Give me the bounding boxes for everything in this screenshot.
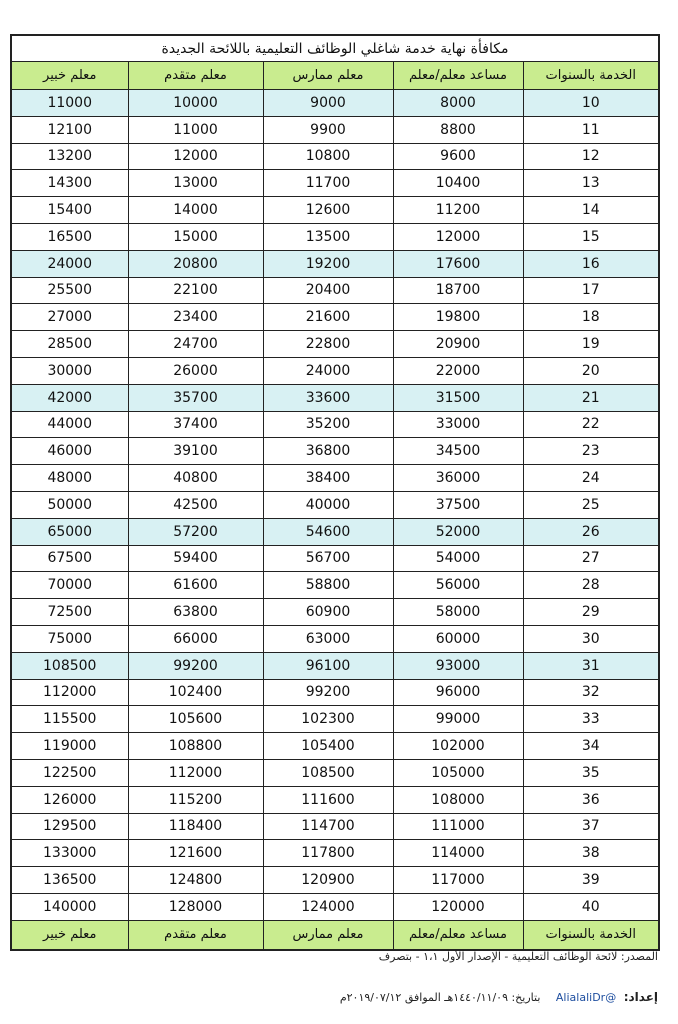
cell-practitioner-teacher: 58800 [263, 572, 393, 599]
footer-years: الخدمة بالسنوات [523, 920, 659, 950]
table-row [11, 706, 659, 733]
cell-assistant-teacher: 20900 [393, 331, 523, 358]
cell-expert-teacher: 48000 [11, 465, 128, 492]
cell-years: 20 [523, 357, 659, 384]
cell-assistant-teacher: 54000 [393, 545, 523, 572]
cell-years: 31 [523, 652, 659, 679]
header-practitioner-teacher: معلم ممارس [263, 62, 393, 90]
table-row [11, 438, 659, 465]
cell-assistant-teacher: 10400 [393, 170, 523, 197]
cell-advanced-teacher: 59400 [128, 545, 263, 572]
cell-advanced-teacher: 26000 [128, 357, 263, 384]
cell-years: 12 [523, 143, 659, 170]
cell-practitioner-teacher: 35200 [263, 411, 393, 438]
cell-expert-teacher: 28500 [11, 331, 128, 358]
cell-practitioner-teacher: 19200 [263, 250, 393, 277]
table-row [11, 759, 659, 786]
cell-years: 38 [523, 840, 659, 867]
cell-advanced-teacher: 124800 [128, 867, 263, 894]
cell-practitioner-teacher: 9900 [263, 116, 393, 143]
cell-assistant-teacher: 105000 [393, 759, 523, 786]
cell-years: 30 [523, 625, 659, 652]
cell-advanced-teacher: 35700 [128, 384, 263, 411]
cell-practitioner-teacher: 120900 [263, 867, 393, 894]
cell-assistant-teacher: 111000 [393, 813, 523, 840]
cell-expert-teacher: 14300 [11, 170, 128, 197]
table-row [11, 786, 659, 813]
cell-assistant-teacher: 11200 [393, 197, 523, 224]
table-row [11, 491, 659, 518]
cell-years: 25 [523, 491, 659, 518]
cell-years: 22 [523, 411, 659, 438]
table-title: مكافأة نهاية خدمة شاغلي الوظائف التعليمية باللائحة الجديدة [11, 35, 659, 62]
cell-expert-teacher: 50000 [11, 491, 128, 518]
cell-years: 11 [523, 116, 659, 143]
cell-years: 21 [523, 384, 659, 411]
cell-assistant-teacher: 102000 [393, 733, 523, 760]
cell-practitioner-teacher: 54600 [263, 518, 393, 545]
cell-assistant-teacher: 120000 [393, 893, 523, 920]
cell-advanced-teacher: 24700 [128, 331, 263, 358]
cell-practitioner-teacher: 108500 [263, 759, 393, 786]
cell-practitioner-teacher: 38400 [263, 465, 393, 492]
table-row [11, 304, 659, 331]
cell-assistant-teacher: 99000 [393, 706, 523, 733]
cell-assistant-teacher: 12000 [393, 223, 523, 250]
cell-advanced-teacher: 57200 [128, 518, 263, 545]
table-row [11, 840, 659, 867]
cell-years: 16 [523, 250, 659, 277]
cell-practitioner-teacher: 13500 [263, 223, 393, 250]
table-row [11, 143, 659, 170]
cell-advanced-teacher: 14000 [128, 197, 263, 224]
cell-expert-teacher: 75000 [11, 625, 128, 652]
cell-years: 34 [523, 733, 659, 760]
cell-assistant-teacher: 52000 [393, 518, 523, 545]
table-row [11, 465, 659, 492]
cell-expert-teacher: 70000 [11, 572, 128, 599]
cell-expert-teacher: 27000 [11, 304, 128, 331]
cell-advanced-teacher: 12000 [128, 143, 263, 170]
cell-years: 14 [523, 197, 659, 224]
footer-advanced-teacher: معلم متقدم [128, 920, 263, 950]
cell-years: 10 [523, 90, 659, 117]
cell-assistant-teacher: 117000 [393, 867, 523, 894]
cell-expert-teacher: 65000 [11, 518, 128, 545]
table-row [11, 545, 659, 572]
table-title-row [11, 35, 659, 62]
cell-expert-teacher: 108500 [11, 652, 128, 679]
table-row [11, 572, 659, 599]
cell-advanced-teacher: 115200 [128, 786, 263, 813]
cell-assistant-teacher: 19800 [393, 304, 523, 331]
table-row [11, 813, 659, 840]
cell-assistant-teacher: 34500 [393, 438, 523, 465]
cell-expert-teacher: 129500 [11, 813, 128, 840]
cell-assistant-teacher: 18700 [393, 277, 523, 304]
cell-advanced-teacher: 63800 [128, 599, 263, 626]
cell-practitioner-teacher: 111600 [263, 786, 393, 813]
cell-expert-teacher: 24000 [11, 250, 128, 277]
cell-expert-teacher: 67500 [11, 545, 128, 572]
cell-years: 28 [523, 572, 659, 599]
prepared-by [340, 990, 658, 1004]
cell-practitioner-teacher: 9000 [263, 90, 393, 117]
cell-expert-teacher: 133000 [11, 840, 128, 867]
header-years: الخدمة بالسنوات [523, 62, 659, 90]
header-expert-teacher: معلم خبير [11, 62, 128, 90]
cell-assistant-teacher: 114000 [393, 840, 523, 867]
cell-practitioner-teacher: 10800 [263, 143, 393, 170]
cell-advanced-teacher: 66000 [128, 625, 263, 652]
cell-years: 27 [523, 545, 659, 572]
cell-practitioner-teacher: 96100 [263, 652, 393, 679]
cell-assistant-teacher: 36000 [393, 465, 523, 492]
cell-years: 19 [523, 331, 659, 358]
cell-expert-teacher: 15400 [11, 197, 128, 224]
cell-expert-teacher: 12100 [11, 116, 128, 143]
cell-years: 37 [523, 813, 659, 840]
cell-years: 15 [523, 223, 659, 250]
cell-advanced-teacher: 11000 [128, 116, 263, 143]
cell-assistant-teacher: 33000 [393, 411, 523, 438]
reward-table-sheet [12, 34, 660, 951]
cell-advanced-teacher: 23400 [128, 304, 263, 331]
cell-practitioner-teacher: 24000 [263, 357, 393, 384]
table-row [11, 331, 659, 358]
cell-assistant-teacher: 31500 [393, 384, 523, 411]
cell-expert-teacher: 122500 [11, 759, 128, 786]
table-row [11, 250, 659, 277]
cell-practitioner-teacher: 102300 [263, 706, 393, 733]
cell-expert-teacher: 16500 [11, 223, 128, 250]
cell-practitioner-teacher: 105400 [263, 733, 393, 760]
table-row [11, 679, 659, 706]
footer-expert-teacher: معلم خبير [11, 920, 128, 950]
cell-practitioner-teacher: 20400 [263, 277, 393, 304]
table-row [11, 223, 659, 250]
cell-years: 23 [523, 438, 659, 465]
table-row [11, 197, 659, 224]
cell-assistant-teacher: 22000 [393, 357, 523, 384]
header-row [11, 62, 659, 90]
table-row [11, 90, 659, 117]
cell-practitioner-teacher: 36800 [263, 438, 393, 465]
header-advanced-teacher: معلم متقدم [128, 62, 263, 90]
footer-practitioner-teacher: معلم ممارس [263, 920, 393, 950]
cell-expert-teacher: 11000 [11, 90, 128, 117]
cell-advanced-teacher: 61600 [128, 572, 263, 599]
cell-practitioner-teacher: 56700 [263, 545, 393, 572]
cell-practitioner-teacher: 63000 [263, 625, 393, 652]
cell-expert-teacher: 72500 [11, 599, 128, 626]
author-handle: @AlialaliDr [555, 991, 617, 1004]
table-row [11, 893, 659, 920]
cell-expert-teacher: 136500 [11, 867, 128, 894]
table-row [11, 277, 659, 304]
table-row [11, 170, 659, 197]
cell-years: 35 [523, 759, 659, 786]
cell-practitioner-teacher: 33600 [263, 384, 393, 411]
table-row [11, 116, 659, 143]
cell-years: 26 [523, 518, 659, 545]
cell-advanced-teacher: 15000 [128, 223, 263, 250]
cell-years: 40 [523, 893, 659, 920]
cell-years: 29 [523, 599, 659, 626]
cell-years: 33 [523, 706, 659, 733]
cell-advanced-teacher: 22100 [128, 277, 263, 304]
cell-assistant-teacher: 93000 [393, 652, 523, 679]
cell-expert-teacher: 42000 [11, 384, 128, 411]
cell-expert-teacher: 30000 [11, 357, 128, 384]
cell-years: 39 [523, 867, 659, 894]
cell-assistant-teacher: 9600 [393, 143, 523, 170]
footer-assistant-teacher: مساعد معلم/معلم [393, 920, 523, 950]
cell-assistant-teacher: 17600 [393, 250, 523, 277]
cell-years: 32 [523, 679, 659, 706]
cell-expert-teacher: 25500 [11, 277, 128, 304]
reward-table [10, 34, 660, 951]
cell-expert-teacher: 13200 [11, 143, 128, 170]
prepared-label: إعداد: [623, 990, 658, 1004]
cell-practitioner-teacher: 22800 [263, 331, 393, 358]
cell-years: 13 [523, 170, 659, 197]
table-row [11, 733, 659, 760]
cell-practitioner-teacher: 117800 [263, 840, 393, 867]
cell-advanced-teacher: 40800 [128, 465, 263, 492]
cell-practitioner-teacher: 12600 [263, 197, 393, 224]
cell-practitioner-teacher: 99200 [263, 679, 393, 706]
cell-advanced-teacher: 121600 [128, 840, 263, 867]
cell-years: 24 [523, 465, 659, 492]
cell-advanced-teacher: 108800 [128, 733, 263, 760]
cell-practitioner-teacher: 40000 [263, 491, 393, 518]
cell-assistant-teacher: 58000 [393, 599, 523, 626]
cell-expert-teacher: 119000 [11, 733, 128, 760]
footer-header-row [11, 920, 659, 950]
cell-years: 18 [523, 304, 659, 331]
cell-expert-teacher: 115500 [11, 706, 128, 733]
table-row [11, 411, 659, 438]
cell-advanced-teacher: 105600 [128, 706, 263, 733]
cell-advanced-teacher: 99200 [128, 652, 263, 679]
cell-advanced-teacher: 10000 [128, 90, 263, 117]
table-row [11, 357, 659, 384]
cell-expert-teacher: 46000 [11, 438, 128, 465]
cell-advanced-teacher: 118400 [128, 813, 263, 840]
cell-assistant-teacher: 60000 [393, 625, 523, 652]
table-row [11, 599, 659, 626]
cell-expert-teacher: 126000 [11, 786, 128, 813]
cell-advanced-teacher: 128000 [128, 893, 263, 920]
cell-practitioner-teacher: 11700 [263, 170, 393, 197]
cell-expert-teacher: 112000 [11, 679, 128, 706]
cell-practitioner-teacher: 21600 [263, 304, 393, 331]
cell-expert-teacher: 140000 [11, 893, 128, 920]
header-assistant-teacher: مساعد معلم/معلم [393, 62, 523, 90]
cell-years: 17 [523, 277, 659, 304]
cell-assistant-teacher: 56000 [393, 572, 523, 599]
prepared-date: بتاريخ: ١٤٤٠/١١/٠٩هـ الموافق ٢٠١٩/٠٧/١٢م [339, 991, 541, 1004]
cell-expert-teacher: 44000 [11, 411, 128, 438]
table-row [11, 625, 659, 652]
cell-practitioner-teacher: 124000 [263, 893, 393, 920]
table-row [11, 384, 659, 411]
cell-assistant-teacher: 8800 [393, 116, 523, 143]
cell-advanced-teacher: 20800 [128, 250, 263, 277]
cell-advanced-teacher: 37400 [128, 411, 263, 438]
cell-advanced-teacher: 13000 [128, 170, 263, 197]
cell-practitioner-teacher: 60900 [263, 599, 393, 626]
cell-years: 36 [523, 786, 659, 813]
cell-assistant-teacher: 8000 [393, 90, 523, 117]
cell-assistant-teacher: 96000 [393, 679, 523, 706]
table-row [11, 652, 659, 679]
source-note: المصدر: لائحة الوظائف التعليمية - الإصدار الأول ١،١ - بتصرف [378, 950, 658, 963]
cell-advanced-teacher: 42500 [128, 491, 263, 518]
cell-advanced-teacher: 39100 [128, 438, 263, 465]
table-row [11, 518, 659, 545]
cell-advanced-teacher: 102400 [128, 679, 263, 706]
table-row [11, 867, 659, 894]
cell-assistant-teacher: 37500 [393, 491, 523, 518]
cell-assistant-teacher: 108000 [393, 786, 523, 813]
cell-advanced-teacher: 112000 [128, 759, 263, 786]
cell-practitioner-teacher: 114700 [263, 813, 393, 840]
